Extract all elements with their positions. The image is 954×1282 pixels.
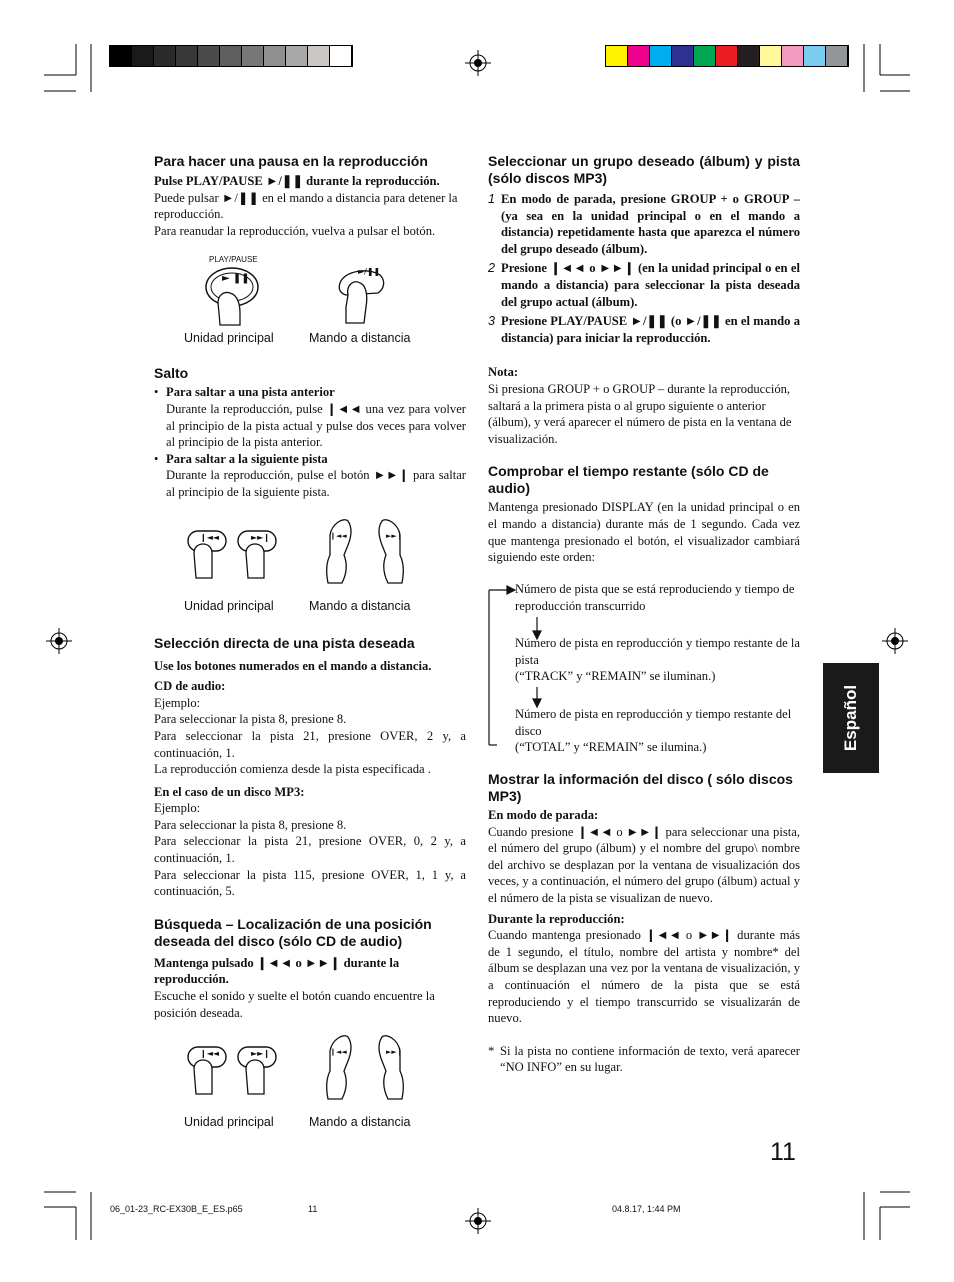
- busqueda-instruction: Mantenga pulsado ❙◄◄ o ►►❙ durante la reproducción.: [154, 955, 400, 987]
- registration-mark-left: [46, 628, 72, 654]
- step-number: 3: [488, 314, 496, 329]
- heading-salto: Salto: [154, 365, 189, 382]
- color-swatch: [242, 46, 264, 66]
- play-pause-label: PLAY/PAUSE: [209, 255, 258, 265]
- mp3-line-3: Para seleccionar la pista 21, presione OVER, 0, 2 y, a continuación, 1.: [154, 834, 466, 866]
- registration-mark-right: [882, 628, 908, 654]
- mp3-line-2: Para seleccionar la pista 8, presione 8.: [154, 817, 347, 832]
- flow-step-3: [515, 706, 800, 756]
- salto-b2-title: Para saltar a la siguiente pista: [166, 451, 328, 466]
- color-swatch: [308, 46, 330, 66]
- main-next-glyph: ►►❙: [251, 1049, 271, 1059]
- color-swatch: [694, 46, 716, 66]
- color-scale-bar: [606, 46, 848, 66]
- flow-step-3-note: (“TOTAL” y “REMAIN” se ilumina.): [515, 740, 707, 755]
- remote-next-glyph: ►►❙: [386, 1048, 403, 1057]
- caption-main-unit: Unidad principal: [184, 331, 274, 346]
- step-3: [488, 313, 800, 346]
- color-swatch: [330, 46, 352, 66]
- step-text: En modo de parada, presione GROUP + o GROUP – (ya sea en la unidad principal o en el mando a distancia) repetidamente hasta que aparezca el número del grupo deseado (álbum).: [501, 192, 800, 256]
- color-swatch: [154, 46, 176, 66]
- bullet: •: [154, 451, 159, 466]
- remote-skip-buttons-icon: [322, 515, 407, 587]
- color-swatch: [826, 46, 848, 66]
- footer-file: 06_01-23_RC-EX30B_E_ES.p65: [110, 1204, 243, 1214]
- color-swatch: [650, 46, 672, 66]
- remote-search-buttons-icon: [322, 1031, 407, 1103]
- color-swatch: [220, 46, 242, 66]
- salto-b1-text: Durante la reproducción, pulse ❙◄◄ una vez para volver al principio de la pista actual y pulse dos veces para volver al principio de la pista anterior.: [166, 401, 466, 450]
- section-info-disco: [488, 771, 800, 1076]
- color-swatch: [110, 46, 132, 66]
- main-prev-glyph: ❙◄◄: [200, 1049, 220, 1059]
- heading-pausa: Para hacer una pausa en la reproducción: [154, 153, 428, 169]
- cd-line-4: La reproducción comienza desde la pista especificada .: [154, 762, 431, 777]
- main-prev-glyph: ❙◄◄: [200, 532, 220, 542]
- heading-info-disco: Mostrar la información del disco ( sólo discos MP3): [488, 771, 793, 804]
- section-grupo: [488, 153, 800, 447]
- color-swatch: [132, 46, 154, 66]
- heading-busqueda: Búsqueda – Localización de una posición deseada del disco (sólo CD de audio): [154, 915, 432, 949]
- pausa-line-1: Puede pulsar ►/❚❚ en el mando a distancia para detener la reproducción.: [154, 190, 458, 222]
- color-swatch: [628, 46, 650, 66]
- salto-b1-title: Para saltar a una pista anterior: [166, 385, 335, 400]
- cd-line-3: Para seleccionar la pista 21, presione OVER, 2 y, a continuación, 1.: [154, 728, 466, 760]
- step-2: [488, 260, 800, 310]
- color-swatch: [606, 46, 628, 66]
- language-tab-label: Español: [841, 684, 860, 752]
- heading-seleccion-directa: Selección directa de una pista deseada: [154, 634, 415, 651]
- section-pausa: [154, 153, 466, 351]
- color-swatch: [760, 46, 782, 66]
- nota-text: Si presiona GROUP + o GROUP – durante la reproducción, saltará a la primera pista o al grupo siguiente o anterior (álbum), y verá aparecer el número de pista en la ventana de visualización.: [488, 381, 792, 446]
- page-number: 11: [770, 1138, 796, 1166]
- pausa-illustration: [154, 239, 466, 351]
- flow-step-3-text: Número de pista en reproducción y tiempo restante del disco: [515, 707, 792, 738]
- tiempo-text: Mantenga presionado DISPLAY (en la unidad principal o en el mando a distancia) durante más de 1 segundo. Cada vez que mantenga presionado el botón, el visualizador cambiará siguiendo este orden:: [488, 500, 800, 565]
- heading-grupo: Seleccionar un grupo deseado (álbum) y pista (sólo discos MP3): [488, 153, 800, 186]
- mp3-title: En el caso de un disco MP3:: [154, 784, 305, 799]
- main-next-glyph: ►►❙: [251, 532, 271, 542]
- main-unit-skip-buttons-icon: [184, 523, 279, 583]
- right-column: [488, 150, 800, 566]
- main-unit-search-buttons-icon: [184, 1039, 279, 1099]
- cd-line-1: Ejemplo:: [154, 695, 201, 710]
- caption-remote: Mando a distancia: [309, 598, 411, 613]
- salto-bullet-1: [154, 384, 466, 450]
- color-swatch: [286, 46, 308, 66]
- remote-play-pause-glyph: ►/❚❚: [358, 267, 381, 277]
- footnote: [488, 1043, 800, 1076]
- cd-line-2: Para seleccionar la pista 8, presione 8.: [154, 712, 347, 727]
- gray-scale-bar: [110, 46, 352, 66]
- step-number: 2: [488, 261, 496, 276]
- flow-step-2-note: (“TRACK” y “REMAIN” se iluminan.): [515, 669, 716, 684]
- mp3-line-4: Para seleccionar la pista 115, presione OVER, 1, 1 y, a continuación, 5.: [154, 867, 466, 899]
- footer-date: 04.8.17, 1:44 PM: [612, 1204, 681, 1214]
- language-tab: [823, 663, 879, 773]
- salto-b2-text: Durante la reproducción, pulse el botón ►►❙ para saltar al principio de la siguiente pista.: [166, 468, 466, 499]
- flow-step-2-text: Número de pista en reproducción y tiempo restante de la pista: [515, 636, 801, 667]
- mp3-line-1: Ejemplo:: [154, 801, 201, 816]
- bullet: •: [154, 385, 159, 400]
- remote-prev-glyph: ❙◄◄: [330, 1048, 347, 1057]
- pausa-instruction: Pulse PLAY/PAUSE ►/❚❚ durante la reproducción.: [154, 174, 440, 188]
- step-number: 1: [488, 192, 496, 206]
- footnote-mark: *: [488, 1043, 495, 1058]
- busqueda-illustration: [154, 1031, 466, 1143]
- step-1: [488, 191, 800, 257]
- color-swatch: [176, 46, 198, 66]
- section-seleccion-directa: [154, 635, 466, 900]
- step-text: Presione PLAY/PAUSE ►/❚❚ (o ►/❚❚ en el mando a distancia) para iniciar la reproducción.: [501, 314, 800, 345]
- remote-prev-glyph: ❙◄◄: [330, 531, 347, 540]
- color-swatch: [264, 46, 286, 66]
- color-swatch: [782, 46, 804, 66]
- color-swatch: [198, 46, 220, 66]
- main-play-pause-glyph: ► ❚❚: [222, 273, 250, 285]
- footnote-text: Si la pista no contiene información de texto, verá aparecer “NO INFO” en su lugar.: [500, 1043, 800, 1075]
- color-swatch: [672, 46, 694, 66]
- remote-next-glyph: ►►❙: [386, 531, 403, 540]
- registration-mark-top: [465, 50, 491, 76]
- flow-step-1: Número de pista que se está reproduciendo y tiempo de reproducción transcurrido: [515, 582, 795, 613]
- repro-text: Cuando mantenga presionado ❙◄◄ o ►►❙ durante más de 1 segundo, el título, nombre del artista y nombre* del álbum se desplazan una vez por la ventana de visualización, y a continuación el número de la pista que se está reproduciendo y el tiempo transcurrido se visualizarán de nuevo.: [488, 928, 800, 1026]
- section-salto: [154, 365, 466, 626]
- section-busqueda: [154, 916, 466, 1143]
- color-swatch: [804, 46, 826, 66]
- color-swatch: [716, 46, 738, 66]
- salto-illustration: [154, 515, 466, 627]
- repro-title: Durante la reproducción:: [488, 911, 625, 926]
- caption-remote: Mando a distancia: [309, 331, 411, 346]
- busqueda-line: Escuche el sonido y suelte el botón cuando encuentre la posición deseada.: [154, 989, 435, 1020]
- flow-step-2: [515, 635, 800, 685]
- nota-title: Nota:: [488, 365, 519, 380]
- directa-instruction: Use los botones numerados en el mando a distancia.: [154, 658, 432, 673]
- cd-audio-title: CD de audio:: [154, 679, 226, 694]
- color-swatch: [738, 46, 760, 66]
- left-column: [154, 150, 466, 1143]
- caption-remote: Mando a distancia: [309, 1115, 411, 1130]
- step-text: Presione ❙◄◄ o ►►❙ (en la unidad principal o en el mando a distancia) para seleccionar la pista deseada del grupo actual (álbum).: [501, 261, 800, 309]
- parada-text: Cuando presione ❙◄◄ o ►►❙ para seleccionar una pista, el número del grupo (álbum) y el nombre del grupo\ nombre del archivo se desplazan por la ventana de visualización dos veces, y a continuación, el número del grupo (álbum) actual y el número de la pista se visualizan de nuevo.: [488, 824, 800, 905]
- caption-main-unit: Unidad principal: [184, 598, 274, 613]
- caption-main-unit: Unidad principal: [184, 1115, 274, 1130]
- pausa-line-2: Para reanudar la reproducción, vuelva a pulsar el botón.: [154, 223, 436, 238]
- footer-page: 11: [308, 1204, 318, 1214]
- registration-mark-bottom: [465, 1208, 491, 1234]
- parada-title: En modo de parada:: [488, 808, 599, 822]
- salto-bullet-2: [154, 451, 466, 501]
- section-tiempo: [488, 463, 800, 565]
- heading-tiempo: Comprobar el tiempo restante (sólo CD de audio): [488, 463, 769, 497]
